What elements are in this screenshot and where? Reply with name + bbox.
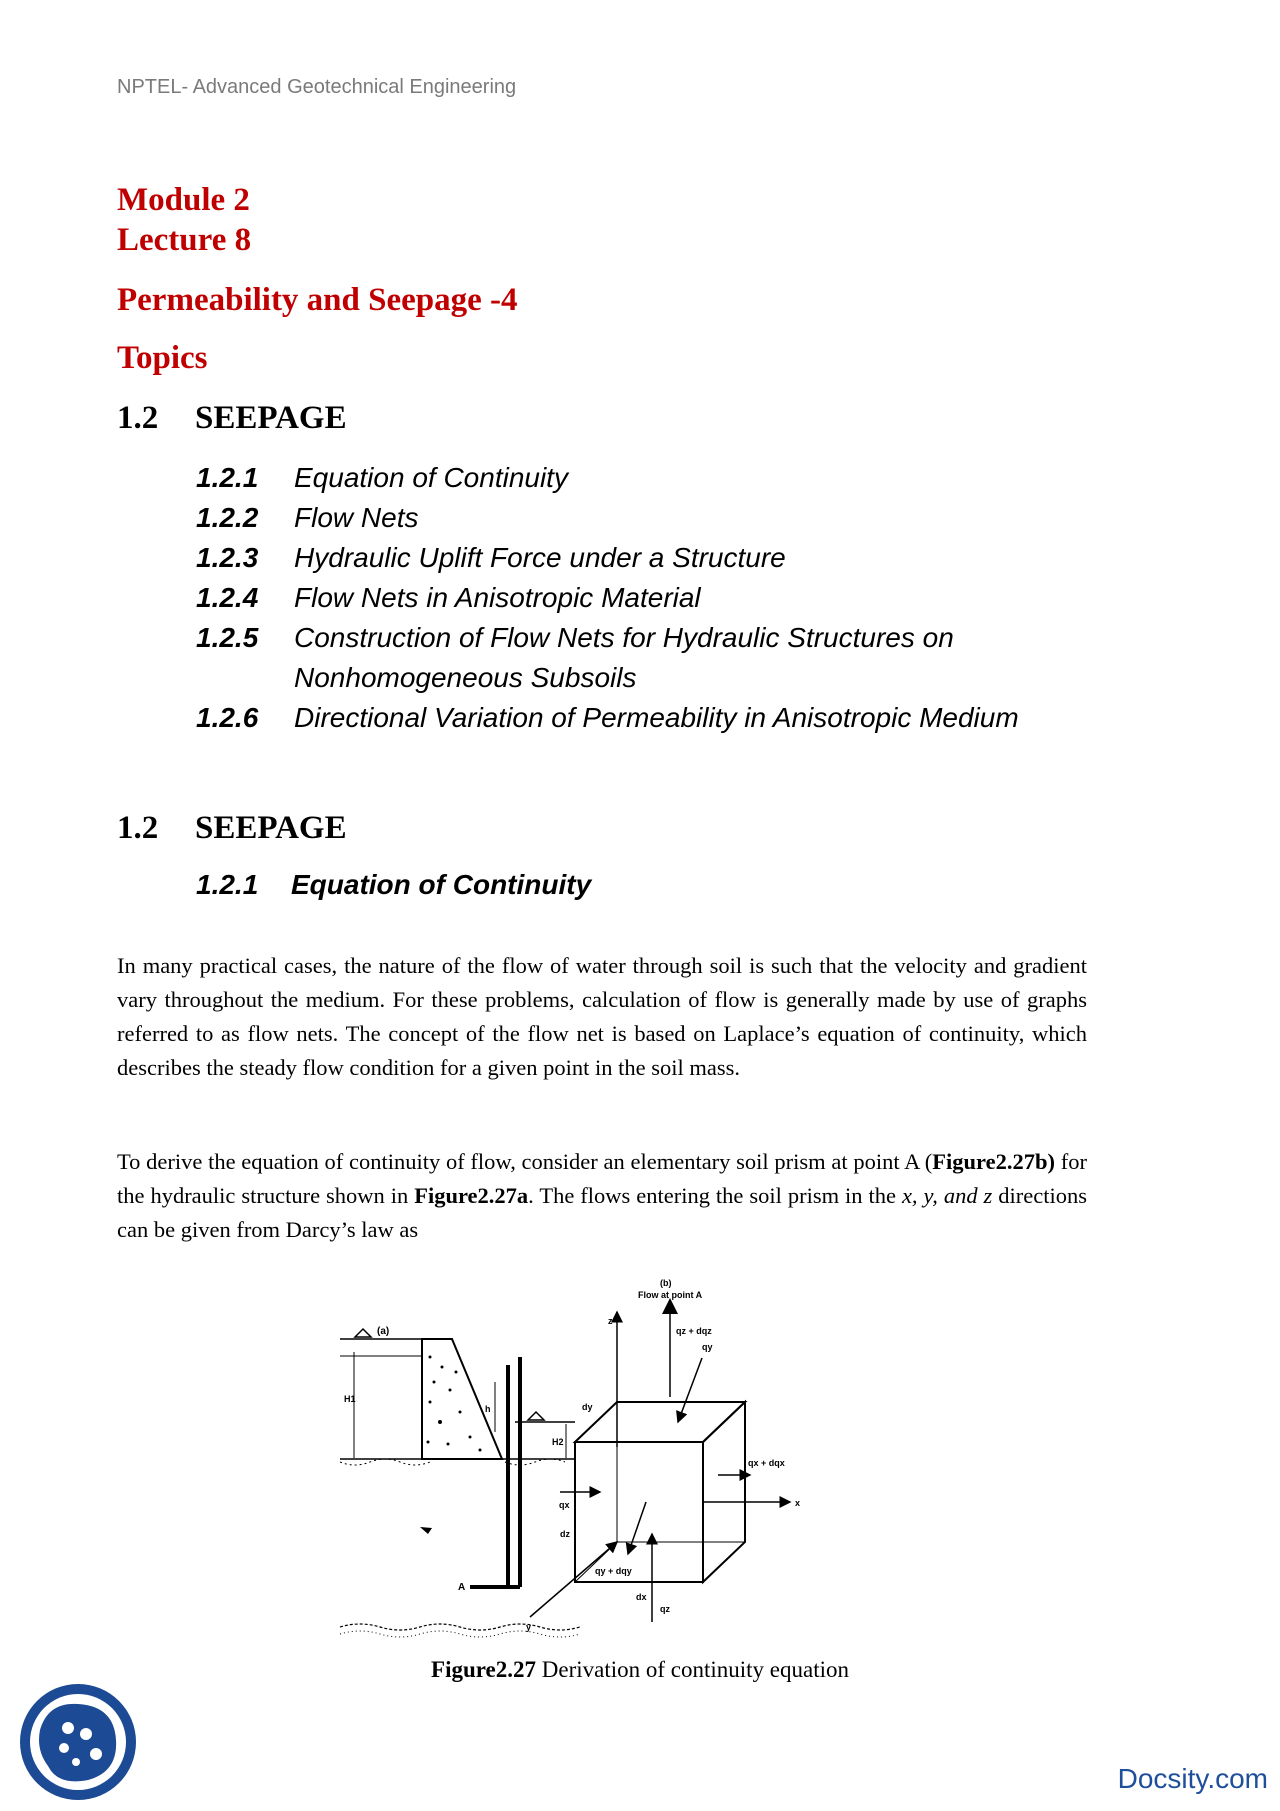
figure-label: qy bbox=[702, 1342, 713, 1352]
figure-label: H1 bbox=[344, 1394, 356, 1404]
docsity-logo-icon bbox=[18, 1682, 138, 1802]
toc-title: Flow Nets in Anisotropic Material bbox=[294, 582, 701, 613]
axis-label: x bbox=[795, 1498, 801, 1508]
toc-number: 1.2.1 bbox=[196, 462, 259, 493]
figure-label: A bbox=[458, 1582, 466, 1593]
topics-label: Topics bbox=[117, 340, 208, 376]
para-text: for the hydraulic structure shown in bbox=[117, 1149, 1087, 1208]
toc-item bbox=[196, 498, 1019, 538]
para-text: . The flows entering the soil prism in the bbox=[528, 1183, 902, 1208]
concrete-dam bbox=[422, 1339, 502, 1459]
section-heading-2 bbox=[117, 810, 347, 847]
qy-arrow bbox=[678, 1358, 702, 1422]
toc-number bbox=[196, 658, 294, 698]
caption-text: Derivation of continuity equation bbox=[536, 1657, 849, 1682]
figure-label: dx bbox=[636, 1592, 647, 1602]
module-heading: Module 2 bbox=[117, 182, 250, 218]
subsection-number: 1.2.1 bbox=[196, 869, 259, 900]
section-title: SEEPAGE bbox=[195, 810, 347, 846]
figure-label: qz + dqz bbox=[676, 1326, 712, 1336]
qy-dqy-arrow bbox=[628, 1502, 646, 1554]
section-title: SEEPAGE bbox=[195, 400, 347, 436]
figure-reference: Figure2.27a bbox=[414, 1183, 529, 1208]
toc-item-continuation bbox=[196, 658, 1019, 698]
toc-number: 1.2.3 bbox=[196, 542, 259, 573]
y-axis bbox=[530, 1542, 617, 1617]
toc-number: 1.2.5 bbox=[196, 622, 259, 653]
toc-item bbox=[196, 458, 1019, 498]
docsity-brand-link[interactable]: Docsity.com bbox=[1117, 1763, 1268, 1794]
figure-label: qy + dqy bbox=[595, 1566, 632, 1576]
figure-drawing bbox=[330, 1272, 890, 1652]
continuity-figure bbox=[330, 1272, 890, 1652]
figure-label: (a) bbox=[377, 1326, 390, 1337]
subsection-heading bbox=[196, 869, 591, 901]
toc-title: Hydraulic Uplift Force under a Structure bbox=[294, 542, 786, 573]
toc-item bbox=[196, 618, 1019, 658]
figure-label: dz bbox=[560, 1529, 570, 1539]
figure-label: qz bbox=[660, 1604, 670, 1614]
figure-label: (b) bbox=[660, 1278, 672, 1288]
section-number: 1.2 bbox=[117, 400, 159, 436]
toc-title: Directional Variation of Permeability in Anisotropic Medium bbox=[294, 702, 1019, 733]
toc-number: 1.2.2 bbox=[196, 502, 259, 533]
body-paragraph-2 bbox=[117, 1145, 1087, 1247]
figure-label: qx + dqx bbox=[748, 1458, 785, 1468]
water-level-symbol bbox=[355, 1329, 371, 1337]
impervious-layer bbox=[340, 1624, 580, 1630]
running-header: NPTEL- Advanced Geotechnical Engineering bbox=[117, 76, 517, 98]
prism-side-face bbox=[703, 1402, 745, 1582]
axis-label: z bbox=[608, 1316, 613, 1326]
figure-caption bbox=[0, 1657, 1280, 1683]
toc-number: 1.2.6 bbox=[196, 702, 259, 733]
lecture-heading: Lecture 8 bbox=[117, 222, 252, 258]
axis-label: y bbox=[526, 1622, 532, 1632]
prism-top-face bbox=[575, 1402, 745, 1442]
figure-label: dy bbox=[582, 1402, 593, 1412]
toc-item bbox=[196, 578, 1019, 618]
toc-title: Flow Nets bbox=[294, 502, 419, 533]
topic-title: Permeability and Seepage -4 bbox=[117, 282, 518, 318]
figure-label: Flow at point A bbox=[638, 1290, 703, 1300]
section-number: 1.2 bbox=[117, 810, 159, 846]
section-heading bbox=[117, 400, 347, 437]
toc-title: Equation of Continuity bbox=[294, 462, 568, 493]
subsection-title: Equation of Continuity bbox=[291, 869, 592, 900]
math-inline: x, y, and z bbox=[901, 1183, 993, 1208]
topics-list bbox=[196, 458, 1019, 738]
toc-title: Nonhomogeneous Subsoils bbox=[294, 662, 637, 693]
para-text: directions can be given from Darcy’s law as bbox=[117, 1183, 1087, 1242]
body-paragraph-1: In many practical cases, the nature of the flow of water through soil is such that the velocity and gradient vary throughout the medium. For these problems, calculation of flow is generally made by use of graphs referred to as flow nets. The concept of the flow net is based on Laplace’s equation of continuity, which describes the steady flow condition for a given point in the soil mass. bbox=[117, 953, 1087, 1080]
figure-label: h bbox=[485, 1404, 491, 1414]
toc-title: Construction of Flow Nets for Hydraulic Structures on bbox=[294, 622, 954, 653]
para-text: To derive the equation of continuity of flow, consider an elementary soil prism at point A ( bbox=[117, 1149, 933, 1174]
caption-label: Figure2.27 bbox=[431, 1657, 536, 1682]
toc-item bbox=[196, 538, 1019, 578]
toc-item bbox=[196, 698, 1019, 738]
figure-reference: Figure2.27b) bbox=[932, 1149, 1056, 1174]
toc-number: 1.2.4 bbox=[196, 582, 259, 613]
figure-label: H2 bbox=[552, 1437, 564, 1447]
figure-label: qx bbox=[559, 1500, 570, 1510]
